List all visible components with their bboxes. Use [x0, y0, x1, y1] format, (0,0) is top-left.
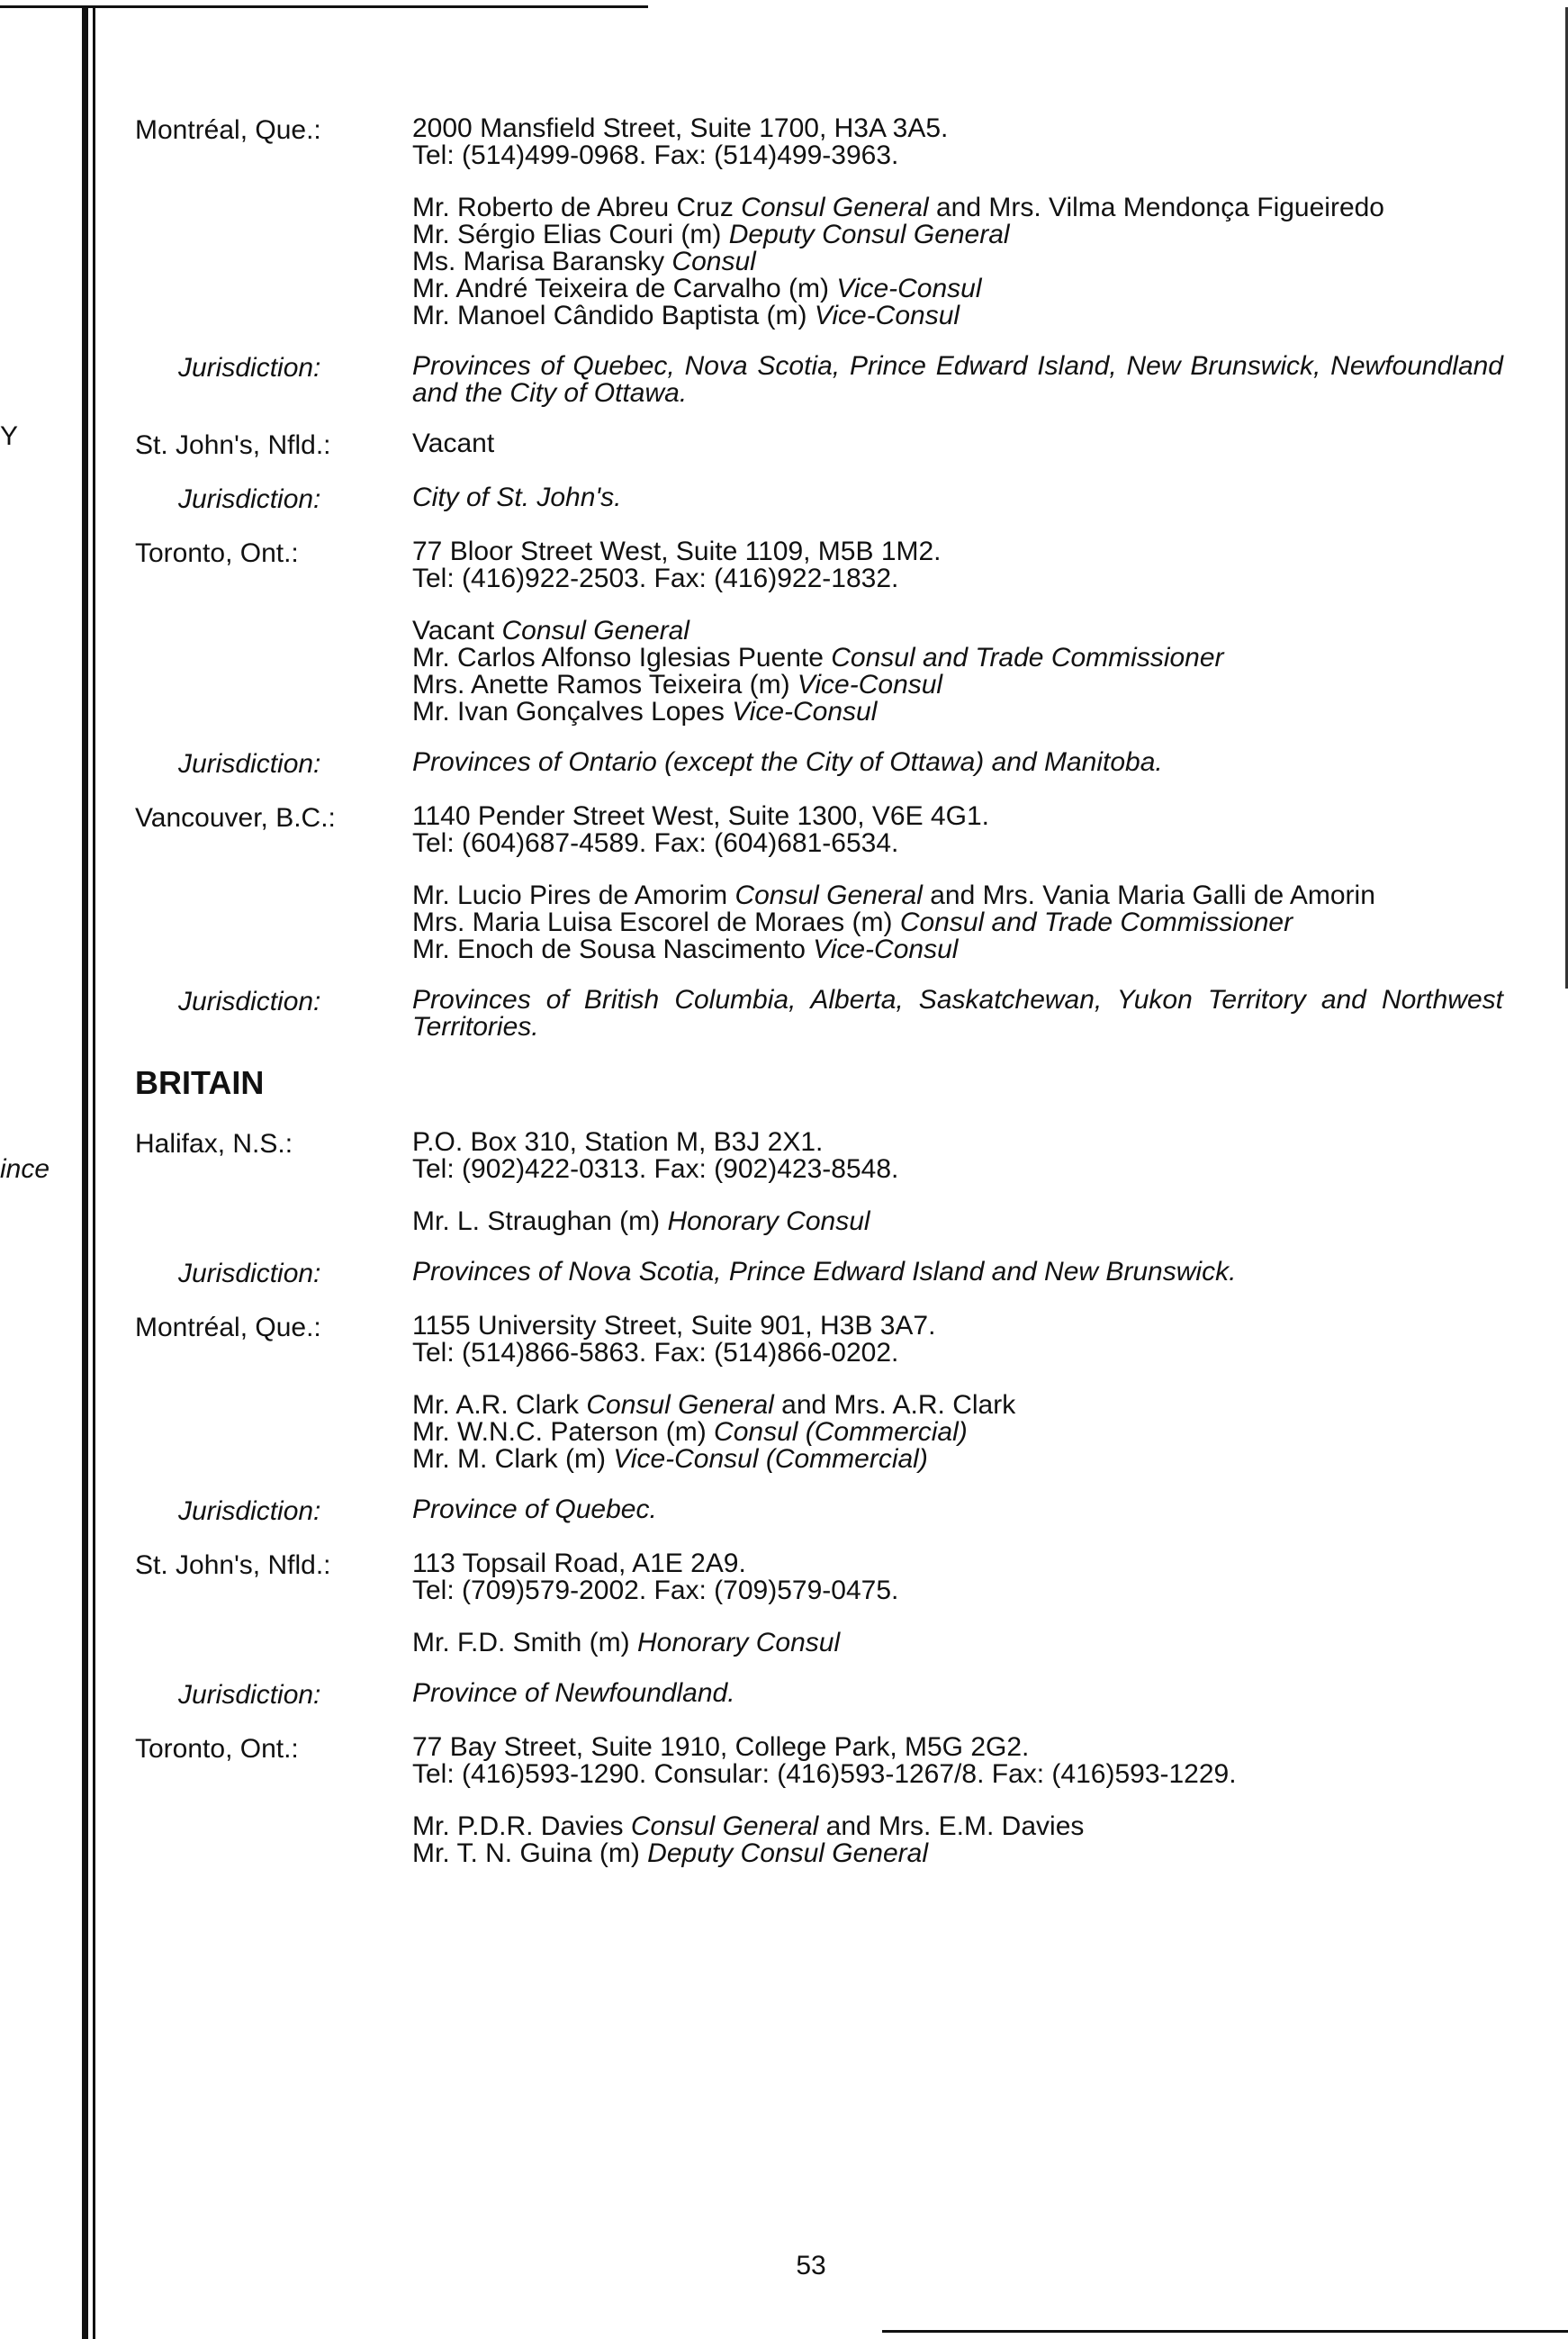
- bottom-rule: [882, 2330, 1568, 2333]
- address-line: 1155 University Street, Suite 901, H3B 3A7.: [412, 1311, 936, 1341]
- office-details: [412, 1734, 1503, 1867]
- staff-extra: and Mrs. Vilma Mendonça Figueiredo: [928, 193, 1384, 222]
- staff-name: Mr. Lucio Pires de Amorim: [412, 881, 735, 910]
- jurisdiction-entry: [135, 1496, 1503, 1527]
- city-label: Toronto, Ont.:: [135, 538, 299, 568]
- city-label: St. John's, Nfld.:: [135, 1550, 331, 1580]
- address-line: 77 Bay Street, Suite 1910, College Park, M5G 2G2.: [412, 1732, 1030, 1762]
- jurisdiction-label: Jurisdiction:: [178, 1680, 321, 1710]
- staff-member: [412, 194, 1503, 221]
- page-number: 53: [796, 2251, 826, 2280]
- staff-title: Vice-Consul: [814, 301, 960, 330]
- staff-member: [412, 618, 1503, 645]
- binding-bar-thick: [82, 7, 88, 2339]
- staff-title: Vice-Consul: [836, 274, 982, 303]
- staff-member: [412, 1446, 1503, 1473]
- staff-member: [412, 275, 1503, 303]
- country-section: [135, 1064, 1503, 1867]
- staff-list: [412, 1392, 1503, 1473]
- margin-fragment-y: Y: [0, 421, 19, 451]
- address-line: 1140 Pender Street West, Suite 1300, V6E 4G1.: [412, 801, 989, 831]
- staff-member: [412, 699, 1503, 726]
- jurisdiction-label: Jurisdiction:: [178, 1259, 321, 1288]
- office-entry: [135, 538, 1503, 726]
- address-line: Tel: (902)422-0313. Fax: (902)423-8548.: [412, 1154, 899, 1184]
- office-entry: [135, 1734, 1503, 1867]
- margin-fragment-ince: ince: [0, 1154, 50, 1184]
- office-address: [412, 1313, 1503, 1367]
- city-label: Montréal, Que.:: [135, 115, 321, 145]
- staff-member: [412, 909, 1503, 936]
- jurisdiction-label: Jurisdiction:: [178, 1496, 321, 1526]
- staff-member: [412, 221, 1503, 248]
- office-address: [412, 115, 1503, 169]
- staff-member: [412, 1419, 1503, 1446]
- staff-name: Mr. Manoel Cândido Baptista (m): [412, 301, 815, 330]
- staff-name: Mr. Ivan Gonçalves Lopes: [412, 697, 733, 727]
- jurisdiction-entry: [135, 987, 1503, 1041]
- staff-title: Consul (Commercial): [714, 1417, 968, 1447]
- staff-name: Mr. F.D. Smith (m): [412, 1628, 637, 1657]
- staff-list: [412, 882, 1503, 963]
- staff-title: Vice-Consul: [732, 697, 878, 727]
- address-line: P.O. Box 310, Station M, B3J 2X1.: [412, 1127, 824, 1157]
- jurisdiction-entry: [135, 484, 1503, 515]
- staff-member: [412, 645, 1503, 672]
- staff-extra: and Mrs. Vania Maria Galli de Amorin: [922, 881, 1375, 910]
- staff-title: Consul General: [501, 616, 689, 646]
- staff-title: Consul and Trade Commissioner: [831, 643, 1224, 673]
- staff-list: [412, 1208, 1503, 1235]
- address-line: Tel: (416)922-2503. Fax: (416)922-1832.: [412, 564, 899, 593]
- staff-title: Honorary Consul: [637, 1628, 841, 1657]
- office-details: [412, 538, 1503, 726]
- jurisdiction-text: Provinces of Quebec, Nova Scotia, Prince Edward Island, New Brunswick, Newfoundland and the City of Ottawa.: [412, 351, 1503, 408]
- address-line: Vacant: [412, 429, 495, 458]
- staff-name: Mr. L. Straughan (m): [412, 1206, 668, 1236]
- staff-list: [412, 1630, 1503, 1657]
- staff-title: Consul General: [734, 881, 923, 910]
- staff-title: Consul General: [630, 1811, 819, 1841]
- city-label: Montréal, Que.:: [135, 1313, 321, 1342]
- staff-list: [412, 194, 1503, 330]
- staff-member: [412, 882, 1503, 909]
- jurisdiction-text: Provinces of British Columbia, Alberta, Saskatchewan, Yukon Territory and Northwest Territories.: [412, 985, 1503, 1042]
- address-line: 77 Bloor Street West, Suite 1109, M5B 1M2.: [412, 537, 942, 566]
- office-details: [412, 115, 1503, 330]
- office-details: [412, 1313, 1503, 1473]
- staff-name: Mr. Carlos Alfonso Iglesias Puente: [412, 643, 832, 673]
- office-details: [412, 803, 1503, 963]
- staff-title: Honorary Consul: [667, 1206, 870, 1236]
- binding-bar-thin: [93, 7, 95, 2339]
- office-address: [412, 1734, 1503, 1788]
- top-rule: [0, 5, 648, 8]
- staff-member: [412, 1208, 1503, 1235]
- office-details: [412, 1129, 1503, 1235]
- address-line: Tel: (514)866-5863. Fax: (514)866-0202.: [412, 1338, 899, 1368]
- staff-member: [412, 936, 1503, 963]
- office-address: [412, 430, 1503, 457]
- jurisdiction-text: Province of Quebec.: [412, 1495, 657, 1524]
- jurisdiction-text: Province of Newfoundland.: [412, 1678, 735, 1708]
- jurisdiction-text: Provinces of Ontario (except the City of Ottawa) and Manitoba.: [412, 747, 1163, 777]
- staff-member: [412, 1630, 1503, 1657]
- jurisdiction-label: Jurisdiction:: [178, 749, 321, 779]
- office-details: [412, 1550, 1503, 1657]
- address-line: Tel: (416)593-1290. Consular: (416)593-1267/8. Fax: (416)593-1229.: [412, 1759, 1237, 1789]
- office-entry: [135, 430, 1503, 461]
- staff-title: Vice-Consul (Commercial): [613, 1444, 928, 1474]
- city-label: St. John's, Nfld.:: [135, 430, 331, 460]
- address-line: Tel: (709)579-2002. Fax: (709)579-0475.: [412, 1576, 899, 1605]
- address-line: Tel: (514)499-0968. Fax: (514)499-3963.: [412, 140, 899, 170]
- office-entry: [135, 1550, 1503, 1657]
- staff-name: Mr. A.R. Clark: [412, 1390, 587, 1420]
- staff-name: Vacant: [412, 616, 502, 646]
- staff-name: Mr. Roberto de Abreu Cruz: [412, 193, 742, 222]
- staff-name: Mr. W.N.C. Paterson (m): [412, 1417, 715, 1447]
- staff-name: Mr. P.D.R. Davies: [412, 1811, 631, 1841]
- city-label: Halifax, N.S.:: [135, 1129, 293, 1159]
- staff-member: [412, 248, 1503, 275]
- office-address: [412, 803, 1503, 857]
- jurisdiction-text: City of St. John's.: [412, 483, 622, 512]
- staff-member: [412, 1840, 1503, 1867]
- address-line: 113 Topsail Road, A1E 2A9.: [412, 1549, 746, 1578]
- jurisdiction-label: Jurisdiction:: [178, 987, 321, 1016]
- staff-title: Deputy Consul General: [647, 1838, 928, 1868]
- jurisdiction-entry: [135, 353, 1503, 407]
- staff-title: Consul and Trade Commissioner: [899, 908, 1293, 937]
- staff-member: [412, 1392, 1503, 1419]
- staff-extra: and Mrs. E.M. Davies: [818, 1811, 1085, 1841]
- country-heading: BRITAIN: [135, 1064, 265, 1101]
- staff-member: [412, 303, 1503, 330]
- jurisdiction-entry: [135, 1680, 1503, 1711]
- office-entry: [135, 803, 1503, 963]
- jurisdiction-entry: [135, 1259, 1503, 1289]
- staff-title: Consul General: [741, 193, 929, 222]
- staff-title: Vice-Consul: [813, 935, 959, 964]
- jurisdiction-entry: [135, 749, 1503, 780]
- office-entry: [135, 1313, 1503, 1473]
- office-address: [412, 538, 1503, 592]
- office-address: [412, 1550, 1503, 1604]
- jurisdiction-label: Jurisdiction:: [178, 353, 321, 383]
- staff-name: Mrs. Maria Luisa Escorel de Moraes (m): [412, 908, 900, 937]
- office-entry: [135, 115, 1503, 330]
- jurisdiction-label: Jurisdiction:: [178, 484, 321, 514]
- staff-title: Deputy Consul General: [728, 220, 1010, 249]
- staff-extra: and Mrs. A.R. Clark: [773, 1390, 1016, 1420]
- staff-name: Mr. Sérgio Elias Couri (m): [412, 220, 729, 249]
- staff-member: [412, 1813, 1503, 1840]
- staff-name: Mr. M. Clark (m): [412, 1444, 614, 1474]
- address-line: 2000 Mansfield Street, Suite 1700, H3A 3A5.: [412, 113, 949, 143]
- city-label: Vancouver, B.C.:: [135, 803, 336, 833]
- staff-title: Consul: [671, 247, 756, 276]
- staff-list: [412, 1813, 1503, 1867]
- staff-name: Mr. André Teixeira de Carvalho (m): [412, 274, 837, 303]
- country-section: [135, 115, 1503, 1041]
- staff-name: Mr. Enoch de Sousa Nascimento: [412, 935, 814, 964]
- staff-name: Mrs. Anette Ramos Teixeira (m): [412, 670, 798, 700]
- staff-name: Mr. T. N. Guina (m): [412, 1838, 648, 1868]
- staff-name: Ms. Marisa Baransky: [412, 247, 672, 276]
- jurisdiction-text: Provinces of Nova Scotia, Prince Edward Island and New Brunswick.: [412, 1257, 1237, 1287]
- staff-title: Vice-Consul: [797, 670, 943, 700]
- address-line: Tel: (604)687-4589. Fax: (604)681-6534.: [412, 828, 899, 858]
- office-entry: [135, 1129, 1503, 1235]
- city-label: Toronto, Ont.:: [135, 1734, 299, 1764]
- staff-list: [412, 618, 1503, 726]
- office-address: [412, 1129, 1503, 1183]
- consulate-listing: [135, 115, 1503, 1891]
- office-details: [412, 430, 1503, 461]
- staff-title: Consul General: [586, 1390, 774, 1420]
- staff-member: [412, 672, 1503, 699]
